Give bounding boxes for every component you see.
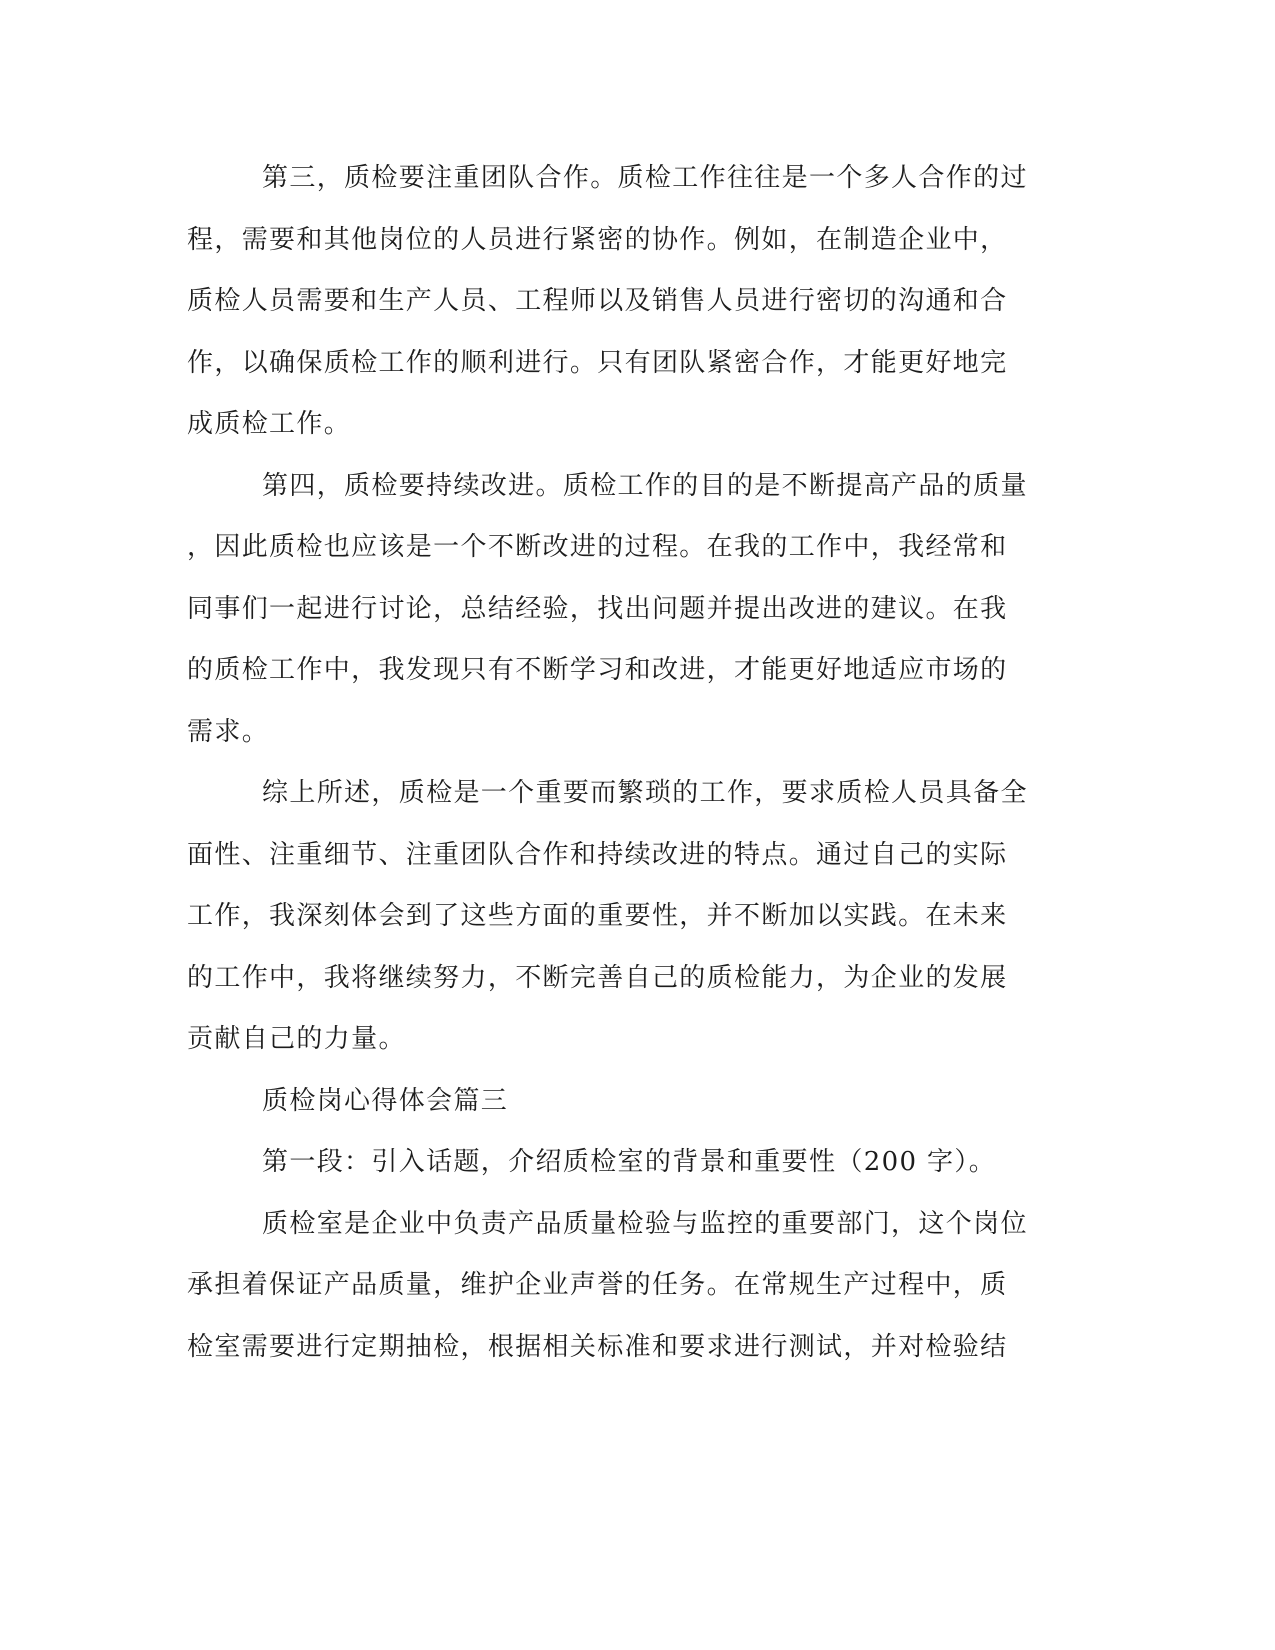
paragraph-4-line-2: ，因此质检也应该是一个不断改进的过程。在我的工作中，我经常和 — [187, 532, 1008, 562]
section-heading: 质检岗心得体会篇三 — [262, 1085, 509, 1116]
document-body — [187, 158, 1077, 1388]
summary-paragraph-line-5: 贡献自己的力量。 — [187, 1024, 406, 1054]
paragraph-4-line-4: 的质检工作中，我发现只有不断学习和改进，才能更好地适应市场的 — [187, 655, 1008, 685]
summary-paragraph-line-4: 的工作中，我将继续努力，不断完善自己的质检能力，为企业的发展 — [187, 962, 1008, 993]
summary-paragraph-line-1: 综上所述，质检是一个重要而繁琐的工作，要求质检人员具备全 — [262, 778, 1028, 808]
paragraph-4-line-1: 第四，质检要持续改进。质检工作的目的是不断提高产品的质量 — [262, 470, 1028, 501]
paragraph-3-line-5: 成质检工作。 — [187, 409, 352, 439]
paragraph-3-line-2: 程，需要和其他岗位的人员进行紧密的协作。例如，在制造企业中， — [187, 224, 1008, 255]
intro-paragraph-line-1: 质检室是企业中负责产品质量检验与监控的重要部门，这个岗位 — [262, 1208, 1028, 1239]
subheading-part-one: 第一段：引入话题，介绍质检室的背景和重要性（200 字）。 — [262, 1147, 997, 1177]
intro-paragraph-line-3: 检室需要进行定期抽检，根据相关标准和要求进行测试，并对检验结 — [187, 1331, 1008, 1362]
intro-paragraph-line-2: 承担着保证产品质量，维护企业声誉的任务。在常规生产过程中，质 — [187, 1270, 1008, 1300]
paragraph-4-line-3: 同事们一起进行讨论，总结经验，找出问题并提出改进的建议。在我 — [187, 593, 1008, 624]
paragraph-3-line-3: 质检人员需要和生产人员、工程师以及销售人员进行密切的沟通和合 — [187, 286, 1008, 316]
paragraph-3-line-4: 作，以确保质检工作的顺利进行。只有团队紧密合作，才能更好地完 — [187, 347, 1008, 378]
paragraph-4-line-5: 需求。 — [187, 716, 270, 747]
summary-paragraph-line-2: 面性、注重细节、注重团队合作和持续改进的特点。通过自己的实际 — [187, 839, 1008, 870]
summary-paragraph-line-3: 工作，我深刻体会到了这些方面的重要性，并不断加以实践。在未来 — [187, 901, 1008, 931]
paragraph-3-line-1: 第三，质检要注重团队合作。质检工作往往是一个多人合作的过 — [262, 163, 1028, 193]
